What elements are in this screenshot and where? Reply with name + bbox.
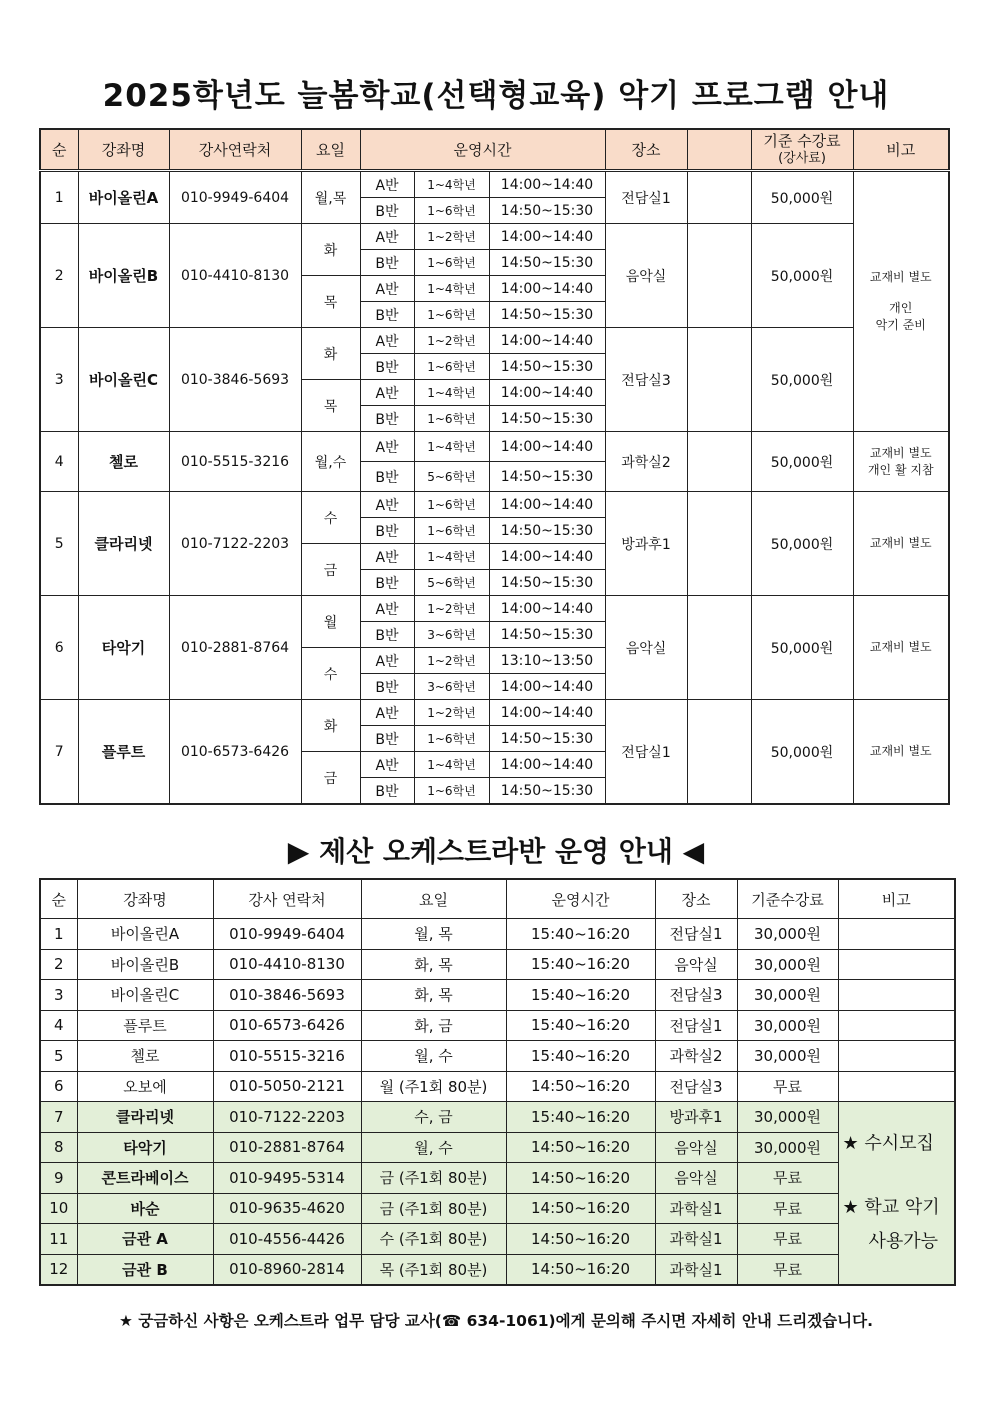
blank-cell bbox=[687, 700, 751, 805]
class-group: A반 bbox=[360, 596, 414, 622]
class-time: 14:50~16:20 bbox=[506, 1193, 655, 1224]
class-group: A반 bbox=[360, 700, 414, 726]
course-name: 바이올린A bbox=[78, 171, 169, 224]
header-place: 장소 bbox=[655, 879, 737, 919]
note-line: 교재비 별도 bbox=[869, 744, 932, 758]
class-group: A반 bbox=[360, 171, 414, 198]
class-day: 화 bbox=[301, 224, 360, 276]
course-fee: 50,000원 bbox=[751, 171, 853, 224]
course-fee: 30,000원 bbox=[737, 1041, 838, 1072]
header-blank bbox=[687, 129, 751, 171]
class-day: 목 (주1회 80분) bbox=[361, 1254, 506, 1285]
header-contact: 강사 연락처 bbox=[213, 879, 361, 919]
course-no: 2 bbox=[40, 224, 78, 328]
header-fee bbox=[751, 129, 853, 171]
class-group: B반 bbox=[360, 354, 414, 380]
class-time: 14:00~14:40 bbox=[489, 328, 605, 354]
class-grade: 1~4학년 bbox=[414, 171, 489, 198]
class-time: 14:50~16:20 bbox=[506, 1224, 655, 1255]
class-time: 14:50~15:30 bbox=[489, 622, 605, 648]
class-group: A반 bbox=[360, 432, 414, 462]
class-time: 14:50~15:30 bbox=[489, 778, 605, 805]
course-note bbox=[853, 432, 949, 492]
class-group: B반 bbox=[360, 570, 414, 596]
instructor-phone: 010-2881-8764 bbox=[169, 596, 301, 700]
row-no: 2 bbox=[40, 949, 77, 980]
header-time: 운영시간 bbox=[506, 879, 655, 919]
class-time: 14:50~15:30 bbox=[489, 462, 605, 492]
class-group: B반 bbox=[360, 674, 414, 700]
instructor-phone: 010-5050-2121 bbox=[213, 1071, 361, 1102]
class-grade: 1~6학년 bbox=[414, 250, 489, 276]
row-no: 12 bbox=[40, 1254, 77, 1285]
class-time: 14:50~15:30 bbox=[489, 726, 605, 752]
blank-cell bbox=[687, 328, 751, 432]
instructor-phone: 010-3846-5693 bbox=[213, 980, 361, 1011]
instructor-phone: 010-7122-2203 bbox=[169, 492, 301, 596]
class-time: 14:50~15:30 bbox=[489, 570, 605, 596]
class-day: 금 (주1회 80분) bbox=[361, 1193, 506, 1224]
class-time: 15:40~16:20 bbox=[506, 949, 655, 980]
table2-header-row bbox=[40, 879, 955, 919]
table-row bbox=[40, 171, 949, 198]
class-place: 과학실1 bbox=[655, 1254, 737, 1285]
class-day: 월, 목 bbox=[361, 919, 506, 950]
row-no: 10 bbox=[40, 1193, 77, 1224]
course-name: 콘트라베이스 bbox=[77, 1163, 213, 1194]
course-name: 바이올린A bbox=[77, 919, 213, 950]
course-no: 4 bbox=[40, 432, 78, 492]
course-note bbox=[853, 596, 949, 700]
class-time: 15:40~16:20 bbox=[506, 919, 655, 950]
instructor-phone: 010-6573-6426 bbox=[213, 1010, 361, 1041]
class-group: B반 bbox=[360, 778, 414, 805]
class-group: B반 bbox=[360, 302, 414, 328]
orchestra-section-title: ▶ 제산 오케스트라반 운영 안내 ◀ bbox=[287, 835, 705, 868]
row-no: 1 bbox=[40, 919, 77, 950]
note-line: 교재비 별도 bbox=[869, 640, 932, 654]
table-row bbox=[40, 1193, 955, 1224]
class-group: A반 bbox=[360, 328, 414, 354]
class-grade: 1~6학년 bbox=[414, 518, 489, 544]
class-day: 목 bbox=[301, 276, 360, 328]
class-place: 방과후1 bbox=[605, 492, 687, 596]
class-group: B반 bbox=[360, 462, 414, 492]
class-grade: 1~4학년 bbox=[414, 380, 489, 406]
class-time: 14:00~14:40 bbox=[489, 432, 605, 462]
header-note: 비고 bbox=[838, 879, 955, 919]
class-day: 목 bbox=[301, 380, 360, 432]
course-note bbox=[838, 1071, 955, 1102]
class-place: 전담실1 bbox=[605, 171, 687, 224]
course-name: 바순 bbox=[77, 1193, 213, 1224]
course-no: 1 bbox=[40, 171, 78, 224]
class-time: 14:00~14:40 bbox=[489, 596, 605, 622]
table-row bbox=[40, 700, 949, 726]
class-day: 수 bbox=[301, 492, 360, 544]
class-grade: 3~6학년 bbox=[414, 674, 489, 700]
class-grade: 1~6학년 bbox=[414, 778, 489, 805]
class-place: 과학실2 bbox=[605, 432, 687, 492]
course-fee: 무료 bbox=[737, 1224, 838, 1255]
row-no: 8 bbox=[40, 1132, 77, 1163]
course-note bbox=[838, 919, 955, 950]
table-row bbox=[40, 432, 949, 462]
course-no: 3 bbox=[40, 328, 78, 432]
table-row bbox=[40, 328, 949, 354]
class-grade: 1~6학년 bbox=[414, 198, 489, 224]
course-no: 6 bbox=[40, 596, 78, 700]
course-note bbox=[838, 1010, 955, 1041]
table2-body bbox=[40, 919, 955, 1286]
course-no: 7 bbox=[40, 700, 78, 805]
table-row bbox=[40, 1071, 955, 1102]
instructor-phone: 010-9949-6404 bbox=[169, 171, 301, 224]
class-group: A반 bbox=[360, 276, 414, 302]
course-name: 바이올린B bbox=[78, 224, 169, 328]
course-name: 바이올린B bbox=[77, 949, 213, 980]
class-place: 과학실1 bbox=[655, 1193, 737, 1224]
header-day: 요일 bbox=[361, 879, 506, 919]
recruit-line: 사용가능 bbox=[868, 1231, 939, 1252]
note-line: 개인 bbox=[889, 301, 913, 315]
class-grade: 1~6학년 bbox=[414, 406, 489, 432]
class-place: 음악실 bbox=[605, 224, 687, 328]
blank-cell bbox=[687, 224, 751, 328]
row-no: 7 bbox=[40, 1102, 77, 1133]
class-group: B반 bbox=[360, 406, 414, 432]
class-day: 금 bbox=[301, 752, 360, 805]
header-fee: 기준수강료 bbox=[737, 879, 838, 919]
class-day: 화, 목 bbox=[361, 949, 506, 980]
class-day: 금 (주1회 80분) bbox=[361, 1163, 506, 1194]
class-time: 14:00~14:40 bbox=[489, 544, 605, 570]
class-group: B반 bbox=[360, 518, 414, 544]
course-name: 타악기 bbox=[77, 1132, 213, 1163]
instructor-phone: 010-5515-3216 bbox=[169, 432, 301, 492]
class-place: 과학실1 bbox=[655, 1224, 737, 1255]
course-name: 금관 B bbox=[77, 1254, 213, 1285]
header-course: 강좌명 bbox=[77, 879, 213, 919]
class-time: 14:00~14:40 bbox=[489, 700, 605, 726]
header-note: 비고 bbox=[853, 129, 949, 171]
course-name: 오보에 bbox=[77, 1071, 213, 1102]
table-row bbox=[40, 1102, 955, 1133]
course-note bbox=[853, 171, 949, 432]
class-day: 화 bbox=[301, 700, 360, 752]
table-row bbox=[40, 1132, 955, 1163]
class-place: 과학실2 bbox=[655, 1041, 737, 1072]
header-contact: 강사연락처 bbox=[169, 129, 301, 171]
instructor-phone: 010-4410-8130 bbox=[213, 949, 361, 980]
recruit-note bbox=[838, 1102, 955, 1286]
course-fee: 50,000원 bbox=[751, 328, 853, 432]
course-fee: 50,000원 bbox=[751, 596, 853, 700]
course-fee: 30,000원 bbox=[737, 1132, 838, 1163]
course-fee: 30,000원 bbox=[737, 1102, 838, 1133]
class-grade: 1~4학년 bbox=[414, 276, 489, 302]
course-fee: 무료 bbox=[737, 1071, 838, 1102]
class-time: 14:50~15:30 bbox=[489, 354, 605, 380]
instructor-phone: 010-2881-8764 bbox=[213, 1132, 361, 1163]
class-group: B반 bbox=[360, 622, 414, 648]
class-time: 14:00~14:40 bbox=[489, 224, 605, 250]
class-place: 전담실1 bbox=[655, 1010, 737, 1041]
class-group: A반 bbox=[360, 380, 414, 406]
blank-cell bbox=[687, 171, 751, 224]
course-note bbox=[853, 700, 949, 805]
class-grade: 1~6학년 bbox=[414, 354, 489, 380]
course-name: 첼로 bbox=[78, 432, 169, 492]
class-place: 음악실 bbox=[605, 596, 687, 700]
class-group: A반 bbox=[360, 492, 414, 518]
class-group: A반 bbox=[360, 648, 414, 674]
class-group: A반 bbox=[360, 544, 414, 570]
instructor-phone: 010-3846-5693 bbox=[169, 328, 301, 432]
class-day: 월, 수 bbox=[361, 1041, 506, 1072]
class-time: 15:40~16:20 bbox=[506, 1010, 655, 1041]
course-fee: 무료 bbox=[737, 1163, 838, 1194]
class-day: 수, 금 bbox=[361, 1102, 506, 1133]
recruit-line: ★ 수시모집 bbox=[842, 1133, 934, 1154]
instructor-phone: 010-8960-2814 bbox=[213, 1254, 361, 1285]
class-grade: 1~2학년 bbox=[414, 224, 489, 250]
table-row bbox=[40, 919, 955, 950]
row-no: 9 bbox=[40, 1163, 77, 1194]
class-grade: 1~2학년 bbox=[414, 328, 489, 354]
table-row bbox=[40, 596, 949, 622]
header-fee-line1: 기준 수강료 bbox=[763, 131, 841, 150]
row-no: 5 bbox=[40, 1041, 77, 1072]
header-day: 요일 bbox=[301, 129, 360, 171]
course-fee: 30,000원 bbox=[737, 949, 838, 980]
row-no: 11 bbox=[40, 1224, 77, 1255]
row-no: 4 bbox=[40, 1010, 77, 1041]
class-place: 음악실 bbox=[655, 1132, 737, 1163]
class-grade: 1~2학년 bbox=[414, 596, 489, 622]
blank-cell bbox=[687, 492, 751, 596]
table-row bbox=[40, 1163, 955, 1194]
header-time: 운영시간 bbox=[360, 129, 605, 171]
course-name: 바이올린C bbox=[77, 980, 213, 1011]
row-no: 6 bbox=[40, 1071, 77, 1102]
class-day: 수 (주1회 80분) bbox=[361, 1224, 506, 1255]
header-place: 장소 bbox=[605, 129, 687, 171]
table-row bbox=[40, 1254, 955, 1285]
class-place: 음악실 bbox=[655, 1163, 737, 1194]
class-grade: 1~6학년 bbox=[414, 726, 489, 752]
class-time: 14:50~16:20 bbox=[506, 1254, 655, 1285]
instructor-phone: 010-7122-2203 bbox=[213, 1102, 361, 1133]
table-row bbox=[40, 492, 949, 518]
class-grade: 1~4학년 bbox=[414, 752, 489, 778]
class-time: 14:00~14:40 bbox=[489, 674, 605, 700]
class-day: 수 bbox=[301, 648, 360, 700]
blank-cell bbox=[687, 596, 751, 700]
class-day: 월, 수 bbox=[361, 1132, 506, 1163]
course-name: 타악기 bbox=[78, 596, 169, 700]
class-place: 전담실3 bbox=[605, 328, 687, 432]
course-fee: 50,000원 bbox=[751, 224, 853, 328]
class-day: 화, 금 bbox=[361, 1010, 506, 1041]
course-no: 5 bbox=[40, 492, 78, 596]
class-time: 14:50~15:30 bbox=[489, 518, 605, 544]
row-no: 3 bbox=[40, 980, 77, 1011]
course-fee: 50,000원 bbox=[751, 432, 853, 492]
class-place: 전담실1 bbox=[605, 700, 687, 805]
class-time: 14:50~15:30 bbox=[489, 302, 605, 328]
course-note bbox=[853, 492, 949, 596]
table-row bbox=[40, 980, 955, 1011]
course-fee: 무료 bbox=[737, 1254, 838, 1285]
instructor-phone: 010-5515-3216 bbox=[213, 1041, 361, 1072]
class-day: 화 bbox=[301, 328, 360, 380]
class-grade: 5~6학년 bbox=[414, 462, 489, 492]
class-time: 15:40~16:20 bbox=[506, 980, 655, 1011]
class-time: 15:40~16:20 bbox=[506, 1041, 655, 1072]
course-fee: 50,000원 bbox=[751, 492, 853, 596]
class-grade: 3~6학년 bbox=[414, 622, 489, 648]
course-fee: 30,000원 bbox=[737, 1010, 838, 1041]
instructor-phone: 010-9635-4620 bbox=[213, 1193, 361, 1224]
table1-body bbox=[40, 171, 949, 805]
table-row bbox=[40, 1010, 955, 1041]
course-fee: 50,000원 bbox=[751, 700, 853, 805]
instructor-phone: 010-9949-6404 bbox=[213, 919, 361, 950]
course-note bbox=[838, 980, 955, 1011]
page-title: 2025학년도 늘봄학교(선택형교육) 악기 프로그램 안내 bbox=[102, 78, 890, 114]
table-row bbox=[40, 1041, 955, 1072]
note-line: 교재비 별도 bbox=[869, 445, 932, 460]
table-row bbox=[40, 1224, 955, 1255]
header-course: 강좌명 bbox=[78, 129, 169, 171]
instructor-phone: 010-4410-8130 bbox=[169, 224, 301, 328]
course-name: 플루트 bbox=[78, 700, 169, 805]
class-group: B반 bbox=[360, 726, 414, 752]
class-time: 14:50~16:20 bbox=[506, 1132, 655, 1163]
course-name: 금관 A bbox=[77, 1224, 213, 1255]
class-day: 월,수 bbox=[301, 432, 360, 492]
class-time: 14:50~16:20 bbox=[506, 1163, 655, 1194]
class-time: 14:00~14:40 bbox=[489, 752, 605, 778]
class-group: B반 bbox=[360, 250, 414, 276]
table-row bbox=[40, 224, 949, 250]
class-time: 14:00~14:40 bbox=[489, 171, 605, 198]
course-name: 플루트 bbox=[77, 1010, 213, 1041]
course-name: 클라리넷 bbox=[78, 492, 169, 596]
header-fee-line2: (강사료) bbox=[778, 150, 826, 166]
course-fee: 무료 bbox=[737, 1193, 838, 1224]
class-time: 14:50~15:30 bbox=[489, 250, 605, 276]
class-day: 월 bbox=[301, 596, 360, 648]
course-name: 바이올린C bbox=[78, 328, 169, 432]
note-line: 개인 활 지참 bbox=[867, 462, 934, 477]
note-line: 교재비 별도 bbox=[869, 270, 932, 284]
class-day: 화, 목 bbox=[361, 980, 506, 1011]
class-place: 방과후1 bbox=[655, 1102, 737, 1133]
table1-header-row bbox=[40, 129, 949, 171]
class-time: 14:50~15:30 bbox=[489, 406, 605, 432]
header-no: 순 bbox=[40, 879, 77, 919]
class-time: 14:00~14:40 bbox=[489, 276, 605, 302]
class-grade: 1~4학년 bbox=[414, 544, 489, 570]
class-time: 14:00~14:40 bbox=[489, 380, 605, 406]
header-no: 순 bbox=[40, 129, 78, 171]
class-grade: 1~4학년 bbox=[414, 432, 489, 462]
class-time: 15:40~16:20 bbox=[506, 1102, 655, 1133]
class-grade: 1~6학년 bbox=[414, 492, 489, 518]
course-note bbox=[838, 1041, 955, 1072]
class-time: 13:10~13:50 bbox=[489, 648, 605, 674]
course-note bbox=[838, 949, 955, 980]
class-time: 14:50~15:30 bbox=[489, 198, 605, 224]
class-grade: 1~2학년 bbox=[414, 648, 489, 674]
recruit-line: ★ 학교 악기 bbox=[842, 1197, 940, 1218]
orchestra-table bbox=[39, 878, 956, 1286]
course-name: 클라리넷 bbox=[77, 1102, 213, 1133]
class-group: B반 bbox=[360, 198, 414, 224]
note-line: 교재비 별도 bbox=[869, 536, 932, 550]
class-group: A반 bbox=[360, 224, 414, 250]
class-group: A반 bbox=[360, 752, 414, 778]
class-place: 전담실3 bbox=[655, 1071, 737, 1102]
blank-cell bbox=[687, 432, 751, 492]
course-name: 첼로 bbox=[77, 1041, 213, 1072]
afterschool-instrument-table bbox=[39, 128, 950, 805]
course-fee: 30,000원 bbox=[737, 919, 838, 950]
class-time: 14:00~14:40 bbox=[489, 492, 605, 518]
instructor-phone: 010-9495-5314 bbox=[213, 1163, 361, 1194]
class-day: 월,목 bbox=[301, 171, 360, 224]
class-grade: 1~2학년 bbox=[414, 700, 489, 726]
class-day: 월 (주1회 80분) bbox=[361, 1071, 506, 1102]
instructor-phone: 010-4556-4426 bbox=[213, 1224, 361, 1255]
class-place: 전담실3 bbox=[655, 980, 737, 1011]
footer-contact-note: ★ 궁금하신 사항은 오케스트라 업무 담당 교사(☎ 634-1061)에게 문의해 주시면 자세히 안내 드리겠습니다. bbox=[119, 1312, 873, 1330]
class-day: 금 bbox=[301, 544, 360, 596]
note-line: 악기 준비 bbox=[875, 318, 926, 332]
table-row bbox=[40, 949, 955, 980]
class-time: 14:50~16:20 bbox=[506, 1071, 655, 1102]
instructor-phone: 010-6573-6426 bbox=[169, 700, 301, 805]
class-place: 음악실 bbox=[655, 949, 737, 980]
class-grade: 1~6학년 bbox=[414, 302, 489, 328]
class-grade: 5~6학년 bbox=[414, 570, 489, 596]
class-place: 전담실1 bbox=[655, 919, 737, 950]
course-fee: 30,000원 bbox=[737, 980, 838, 1011]
